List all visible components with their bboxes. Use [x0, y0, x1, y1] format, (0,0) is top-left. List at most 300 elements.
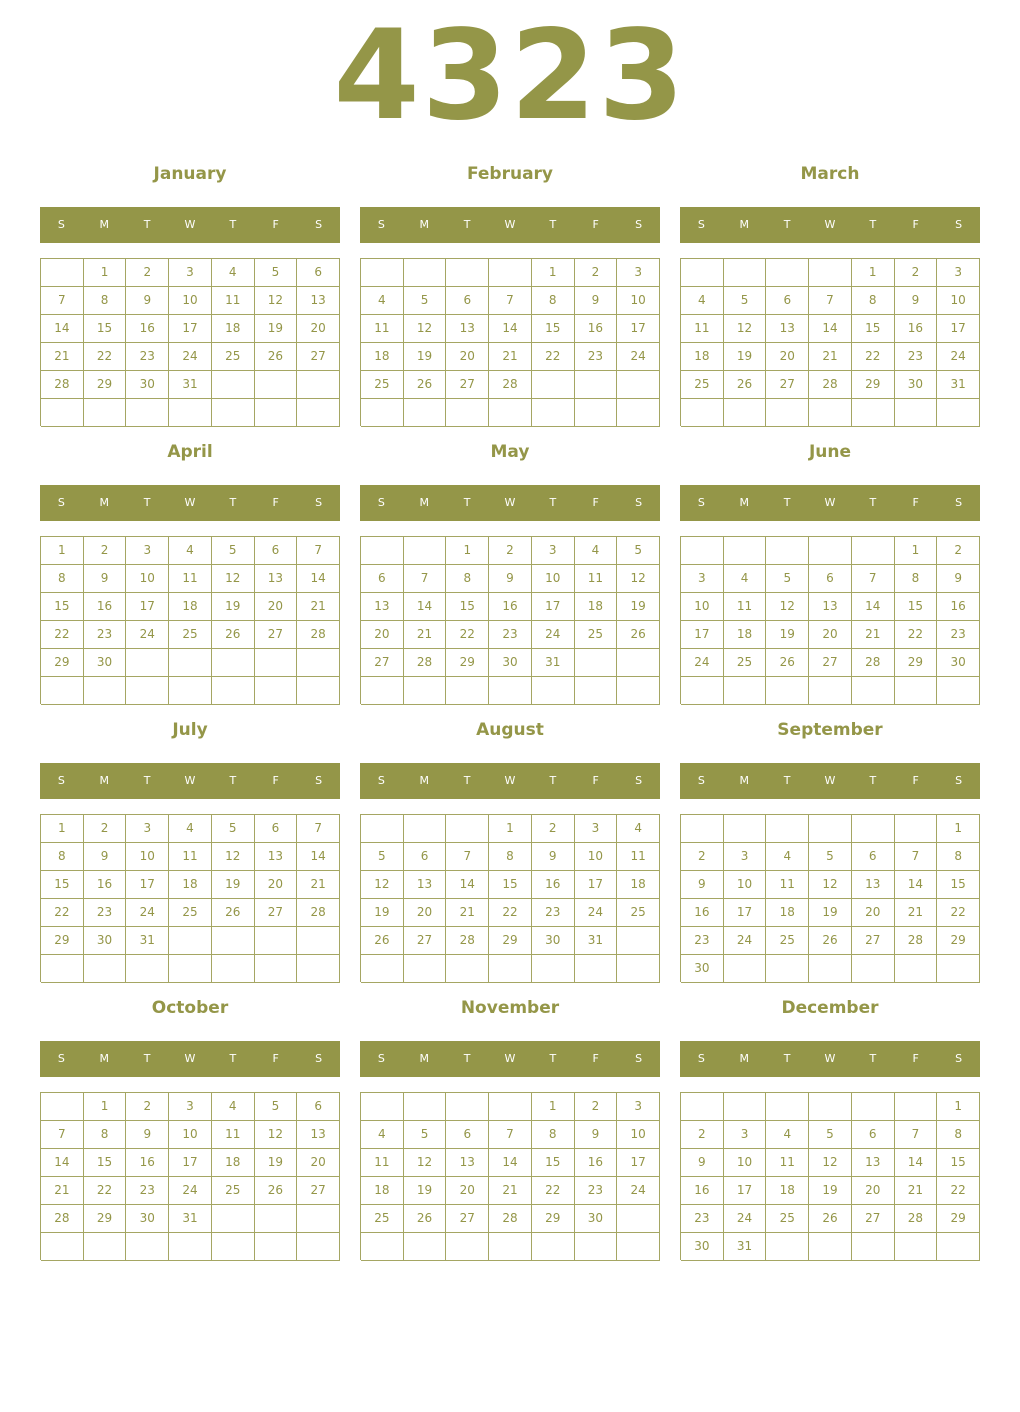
day-cell: 13 [446, 1149, 489, 1177]
empty-day-cell [575, 677, 618, 705]
day-cell: 8 [532, 1121, 575, 1149]
empty-day-cell [681, 537, 724, 565]
weekday-label: W [824, 496, 836, 509]
empty-day-cell [852, 1093, 895, 1121]
weekday-label: M [419, 218, 430, 231]
empty-day-cell [809, 955, 852, 983]
day-cell: 12 [255, 1121, 298, 1149]
empty-day-cell [404, 259, 447, 287]
day-cell: 17 [532, 593, 575, 621]
day-cell: 1 [532, 1093, 575, 1121]
day-cell: 1 [852, 259, 895, 287]
day-cell: 15 [532, 315, 575, 343]
day-cell: 22 [532, 1177, 575, 1205]
day-cell: 5 [404, 1121, 447, 1149]
day-cell: 24 [126, 899, 169, 927]
day-cell: 29 [41, 927, 84, 955]
month-december [680, 994, 980, 1266]
day-grid [680, 814, 980, 982]
day-cell: 3 [937, 259, 980, 287]
day-cell: 26 [212, 899, 255, 927]
empty-day-cell [297, 955, 340, 983]
day-cell: 18 [681, 343, 724, 371]
empty-day-cell [126, 677, 169, 705]
empty-day-cell [297, 371, 340, 399]
day-cell: 27 [404, 927, 447, 955]
day-cell: 5 [255, 259, 298, 287]
empty-day-cell [212, 1233, 255, 1261]
empty-day-cell [724, 677, 767, 705]
weekday-label: F [912, 218, 919, 231]
weekday-label: T [229, 1052, 237, 1065]
day-cell: 4 [212, 1093, 255, 1121]
day-cell: 13 [297, 1121, 340, 1149]
day-cell: 23 [681, 927, 724, 955]
day-cell: 19 [212, 871, 255, 899]
empty-day-cell [255, 399, 298, 427]
day-cell: 29 [532, 1205, 575, 1233]
day-cell: 22 [446, 621, 489, 649]
day-cell: 2 [532, 815, 575, 843]
day-cell: 7 [446, 843, 489, 871]
day-cell: 4 [361, 1121, 404, 1149]
weekday-header [680, 485, 980, 521]
weekday-label: W [504, 218, 516, 231]
empty-day-cell [404, 815, 447, 843]
day-cell: 25 [724, 649, 767, 677]
day-cell: 11 [617, 843, 660, 871]
weekday-label: S [955, 496, 963, 509]
day-cell: 6 [255, 537, 298, 565]
day-cell: 5 [361, 843, 404, 871]
weekday-label: S [57, 774, 65, 787]
day-cell: 23 [84, 899, 127, 927]
day-cell: 13 [446, 315, 489, 343]
day-cell: 27 [852, 1205, 895, 1233]
day-cell: 19 [404, 343, 447, 371]
day-cell: 16 [575, 315, 618, 343]
day-cell: 6 [446, 287, 489, 315]
day-cell: 23 [937, 621, 980, 649]
day-cell: 26 [404, 1205, 447, 1233]
day-cell: 24 [532, 621, 575, 649]
day-cell: 10 [617, 1121, 660, 1149]
empty-day-cell [532, 677, 575, 705]
day-cell: 18 [361, 343, 404, 371]
day-cell: 12 [404, 315, 447, 343]
day-cell: 8 [489, 843, 532, 871]
day-cell: 17 [169, 315, 212, 343]
day-cell: 3 [126, 537, 169, 565]
day-cell: 9 [84, 843, 127, 871]
day-cell: 8 [937, 843, 980, 871]
day-cell: 10 [575, 843, 618, 871]
day-cell: 9 [126, 287, 169, 315]
day-cell: 16 [895, 315, 938, 343]
empty-day-cell [895, 399, 938, 427]
day-cell: 17 [575, 871, 618, 899]
day-cell: 9 [681, 871, 724, 899]
empty-day-cell [297, 1205, 340, 1233]
day-cell: 5 [212, 537, 255, 565]
day-cell: 28 [489, 1205, 532, 1233]
empty-day-cell [169, 399, 212, 427]
day-cell: 15 [937, 871, 980, 899]
day-cell: 23 [126, 1177, 169, 1205]
weekday-label: T [869, 218, 877, 231]
day-cell: 22 [532, 343, 575, 371]
day-cell: 23 [895, 343, 938, 371]
empty-day-cell [937, 677, 980, 705]
day-cell: 14 [895, 1149, 938, 1177]
day-cell: 9 [532, 843, 575, 871]
day-cell: 17 [169, 1149, 212, 1177]
day-cell: 21 [489, 1177, 532, 1205]
empty-day-cell [681, 399, 724, 427]
day-cell: 31 [937, 371, 980, 399]
empty-day-cell [809, 259, 852, 287]
weekday-label: W [824, 218, 836, 231]
empty-day-cell [937, 399, 980, 427]
day-cell: 25 [681, 371, 724, 399]
day-cell: 20 [446, 343, 489, 371]
day-cell: 13 [297, 287, 340, 315]
weekday-label: T [549, 218, 557, 231]
day-cell: 18 [361, 1177, 404, 1205]
day-cell: 11 [681, 315, 724, 343]
empty-day-cell [446, 259, 489, 287]
day-cell: 28 [446, 927, 489, 955]
weekday-label: T [143, 774, 151, 787]
day-cell: 3 [169, 259, 212, 287]
day-cell: 10 [169, 1121, 212, 1149]
day-cell: 1 [532, 259, 575, 287]
day-cell: 10 [532, 565, 575, 593]
day-cell: 27 [361, 649, 404, 677]
day-cell: 7 [852, 565, 895, 593]
weekday-label: F [272, 496, 279, 509]
empty-day-cell [212, 1205, 255, 1233]
day-cell: 18 [169, 593, 212, 621]
day-cell: 24 [724, 1205, 767, 1233]
month-october [40, 994, 340, 1266]
month-march [680, 160, 980, 432]
day-cell: 27 [297, 1177, 340, 1205]
day-cell: 16 [681, 899, 724, 927]
day-cell: 1 [84, 1093, 127, 1121]
empty-day-cell [297, 927, 340, 955]
day-cell: 23 [575, 343, 618, 371]
day-cell: 22 [895, 621, 938, 649]
day-cell: 8 [41, 843, 84, 871]
empty-day-cell [41, 399, 84, 427]
day-cell: 30 [681, 955, 724, 983]
empty-day-cell [41, 1233, 84, 1261]
empty-day-cell [852, 815, 895, 843]
day-cell: 15 [895, 593, 938, 621]
weekday-label: S [697, 218, 705, 231]
day-cell: 21 [404, 621, 447, 649]
day-cell: 3 [532, 537, 575, 565]
empty-day-cell [446, 677, 489, 705]
day-cell: 25 [212, 1177, 255, 1205]
weekday-label: M [739, 774, 750, 787]
day-cell: 17 [126, 871, 169, 899]
day-cell: 31 [532, 649, 575, 677]
empty-day-cell [84, 399, 127, 427]
day-cell: 1 [446, 537, 489, 565]
empty-day-cell [361, 1093, 404, 1121]
empty-day-cell [361, 815, 404, 843]
day-cell: 7 [895, 1121, 938, 1149]
day-cell: 6 [297, 1093, 340, 1121]
day-cell: 28 [297, 621, 340, 649]
day-cell: 3 [169, 1093, 212, 1121]
day-cell: 22 [937, 1177, 980, 1205]
day-cell: 27 [446, 1205, 489, 1233]
day-cell: 22 [852, 343, 895, 371]
day-cell: 11 [361, 315, 404, 343]
day-cell: 2 [681, 1121, 724, 1149]
empty-day-cell [617, 1205, 660, 1233]
day-cell: 8 [895, 565, 938, 593]
empty-day-cell [126, 649, 169, 677]
day-cell: 23 [575, 1177, 618, 1205]
day-cell: 9 [681, 1149, 724, 1177]
weekday-label: F [272, 218, 279, 231]
day-cell: 4 [361, 287, 404, 315]
weekday-label: S [955, 1052, 963, 1065]
day-cell: 23 [126, 343, 169, 371]
weekday-label: F [592, 774, 599, 787]
day-cell: 31 [724, 1233, 767, 1261]
day-cell: 20 [297, 315, 340, 343]
day-cell: 14 [41, 1149, 84, 1177]
empty-day-cell [766, 677, 809, 705]
day-cell: 3 [575, 815, 618, 843]
day-cell: 10 [126, 565, 169, 593]
weekday-label: T [783, 496, 791, 509]
day-cell: 27 [809, 649, 852, 677]
weekday-label: F [272, 1052, 279, 1065]
empty-day-cell [852, 537, 895, 565]
weekday-label: S [377, 774, 385, 787]
weekday-header [360, 207, 660, 243]
day-cell: 14 [41, 315, 84, 343]
day-cell: 29 [937, 927, 980, 955]
empty-day-cell [212, 371, 255, 399]
day-cell: 5 [617, 537, 660, 565]
day-cell: 9 [126, 1121, 169, 1149]
weekday-header [680, 1041, 980, 1077]
day-cell: 9 [489, 565, 532, 593]
day-cell: 3 [126, 815, 169, 843]
day-cell: 7 [809, 287, 852, 315]
day-cell: 22 [489, 899, 532, 927]
weekday-label: S [635, 1052, 643, 1065]
day-cell: 5 [724, 287, 767, 315]
day-cell: 4 [169, 537, 212, 565]
weekday-label: W [504, 496, 516, 509]
empty-day-cell [766, 815, 809, 843]
day-cell: 21 [446, 899, 489, 927]
day-cell: 6 [766, 287, 809, 315]
weekday-label: M [419, 496, 430, 509]
day-cell: 19 [404, 1177, 447, 1205]
empty-day-cell [766, 1093, 809, 1121]
day-cell: 13 [852, 1149, 895, 1177]
day-cell: 15 [84, 315, 127, 343]
day-cell: 1 [937, 1093, 980, 1121]
empty-day-cell [212, 955, 255, 983]
day-cell: 18 [617, 871, 660, 899]
empty-day-cell [724, 537, 767, 565]
day-cell: 9 [84, 565, 127, 593]
empty-day-cell [212, 927, 255, 955]
day-cell: 16 [575, 1149, 618, 1177]
day-cell: 25 [575, 621, 618, 649]
day-cell: 20 [852, 1177, 895, 1205]
empty-day-cell [169, 927, 212, 955]
day-cell: 2 [489, 537, 532, 565]
month-july [40, 716, 340, 988]
day-cell: 2 [84, 815, 127, 843]
empty-day-cell [532, 1233, 575, 1261]
empty-day-cell [255, 1205, 298, 1233]
day-cell: 6 [852, 843, 895, 871]
day-cell: 24 [681, 649, 724, 677]
day-cell: 26 [617, 621, 660, 649]
day-cell: 20 [852, 899, 895, 927]
day-cell: 12 [809, 871, 852, 899]
day-cell: 25 [361, 1205, 404, 1233]
day-cell: 8 [852, 287, 895, 315]
month-january [40, 160, 340, 432]
day-cell: 30 [895, 371, 938, 399]
day-cell: 21 [895, 899, 938, 927]
day-cell: 7 [297, 815, 340, 843]
day-cell: 4 [724, 565, 767, 593]
weekday-label: S [377, 1052, 385, 1065]
day-cell: 7 [41, 1121, 84, 1149]
day-cell: 28 [41, 1205, 84, 1233]
day-cell: 13 [404, 871, 447, 899]
day-cell: 18 [212, 315, 255, 343]
day-cell: 12 [212, 843, 255, 871]
empty-day-cell [617, 927, 660, 955]
day-cell: 16 [489, 593, 532, 621]
day-cell: 19 [809, 899, 852, 927]
day-cell: 25 [361, 371, 404, 399]
weekday-header [40, 207, 340, 243]
month-name: February [466, 164, 554, 184]
day-cell: 10 [724, 1149, 767, 1177]
month-name: August [476, 720, 544, 740]
day-cell: 28 [809, 371, 852, 399]
month-name: January [153, 164, 227, 184]
month-may [360, 438, 660, 710]
empty-day-cell [126, 1233, 169, 1261]
day-cell: 16 [532, 871, 575, 899]
weekday-label: S [955, 218, 963, 231]
weekday-label: T [463, 218, 471, 231]
weekday-header [40, 1041, 340, 1077]
day-cell: 19 [724, 343, 767, 371]
day-cell: 11 [766, 1149, 809, 1177]
day-cell: 3 [617, 259, 660, 287]
weekday-label: T [783, 774, 791, 787]
weekday-label: S [635, 774, 643, 787]
day-grid [680, 1092, 980, 1260]
empty-day-cell [297, 399, 340, 427]
day-cell: 22 [937, 899, 980, 927]
day-cell: 19 [809, 1177, 852, 1205]
day-cell: 15 [852, 315, 895, 343]
day-cell: 15 [532, 1149, 575, 1177]
day-cell: 4 [212, 259, 255, 287]
day-cell: 3 [617, 1093, 660, 1121]
weekday-label: M [419, 1052, 430, 1065]
day-cell: 31 [169, 371, 212, 399]
day-grid [360, 814, 660, 982]
month-june [680, 438, 980, 710]
day-cell: 28 [895, 1205, 938, 1233]
weekday-label: T [869, 1052, 877, 1065]
day-cell: 26 [766, 649, 809, 677]
empty-day-cell [404, 537, 447, 565]
day-cell: 9 [575, 1121, 618, 1149]
day-cell: 4 [766, 1121, 809, 1149]
day-cell: 14 [297, 565, 340, 593]
weekday-label: S [377, 218, 385, 231]
day-cell: 14 [404, 593, 447, 621]
day-cell: 12 [724, 315, 767, 343]
empty-day-cell [84, 955, 127, 983]
day-cell: 11 [212, 287, 255, 315]
weekday-label: T [783, 1052, 791, 1065]
day-cell: 10 [169, 287, 212, 315]
day-cell: 20 [361, 621, 404, 649]
day-cell: 10 [617, 287, 660, 315]
empty-day-cell [895, 955, 938, 983]
day-cell: 30 [126, 1205, 169, 1233]
day-cell: 13 [361, 593, 404, 621]
day-cell: 8 [446, 565, 489, 593]
empty-day-cell [404, 677, 447, 705]
weekday-label: T [549, 1052, 557, 1065]
day-cell: 26 [361, 927, 404, 955]
day-cell: 31 [126, 927, 169, 955]
day-cell: 20 [446, 1177, 489, 1205]
day-cell: 2 [895, 259, 938, 287]
day-cell: 11 [212, 1121, 255, 1149]
empty-day-cell [489, 955, 532, 983]
day-cell: 12 [809, 1149, 852, 1177]
weekday-label: M [99, 1052, 110, 1065]
empty-day-cell [446, 399, 489, 427]
day-grid [40, 1092, 340, 1260]
weekday-label: S [57, 218, 65, 231]
day-cell: 26 [404, 371, 447, 399]
day-cell: 4 [766, 843, 809, 871]
empty-day-cell [724, 399, 767, 427]
day-cell: 24 [937, 343, 980, 371]
empty-day-cell [126, 399, 169, 427]
weekday-label: S [315, 218, 323, 231]
day-cell: 19 [212, 593, 255, 621]
weekday-label: T [549, 774, 557, 787]
weekday-header [680, 207, 980, 243]
